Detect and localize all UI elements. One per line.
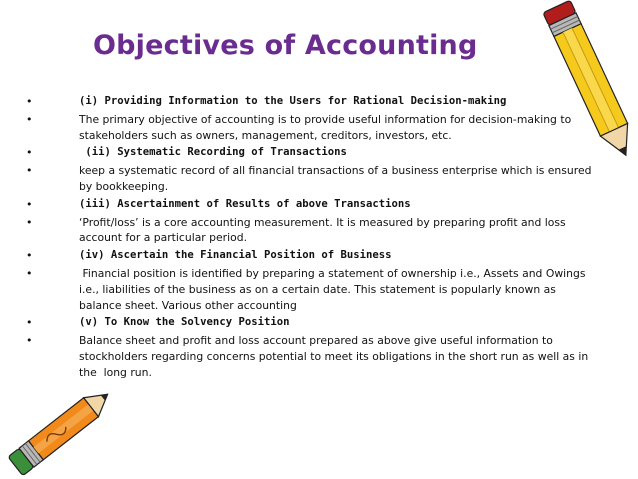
bullet-text: (i) Providing Information to the Users for Rational Decision-making [79,95,507,107]
bullet-body-4 [22,266,597,313]
bullet-marker: • [26,316,33,330]
bullet-heading-3 [22,197,597,213]
bullet-body-3 [22,215,597,247]
bullet-text: keep a systematic record of all financial transactions of a business enterprise which is ensured by bookkeeping. [79,164,592,193]
bullet-marker: • [26,334,33,348]
bullet-marker: • [26,215,33,229]
bullet-text: (v) To Know the Solvency Position [79,316,290,329]
bullet-text: The primary objective of accounting is to provide useful information for decision-making to stakeholders such as owners, management, creditors, investors, etc. [79,112,572,142]
bullet-marker: • [26,112,33,126]
bullet-heading-5 [22,315,597,331]
bullet-marker: • [26,266,33,280]
bullet-text: (iii) Ascertainment of Results of above Transactions [79,197,411,210]
bullet-marker: • [26,146,33,160]
bullet-heading-4 [22,248,597,264]
pencil-icon [543,0,638,165]
bullet-heading-2 [22,145,597,161]
bullet-text: (ii) Systematic Recording of Transactions [79,146,347,159]
bullet-text: ‘Profit/loss’ is a core accounting measurement. It is measured by preparing profit and loss account for a particular period. [79,215,566,245]
bullet-marker: • [26,95,33,108]
bullet-body-1 [22,112,597,144]
bullet-marker: • [26,249,33,263]
bullet-text: Financial position is identified by preparing a statement of ownership i.e., Assets and Owings i.e., liabilities of the business as on a certain date. This statement is popularly known as balance sheet. Various other accounting [79,266,589,312]
bullet-marker: • [26,197,33,211]
bullet-body-2 [22,163,597,195]
bullet-text: Balance sheet and profit and loss account prepared as above give useful information to stockholders regarding concerns potential to meet its obligations in the short run as well as in the long run. [79,334,592,379]
pencil-icon [0,374,120,479]
bullet-list [22,94,597,381]
slide-title: Objectives of Accounting [93,30,478,61]
bullet-heading-1 [22,94,597,110]
bullet-marker: • [26,164,33,178]
bullet-text: (iv) Ascertain the Financial Position of Business [79,249,392,262]
